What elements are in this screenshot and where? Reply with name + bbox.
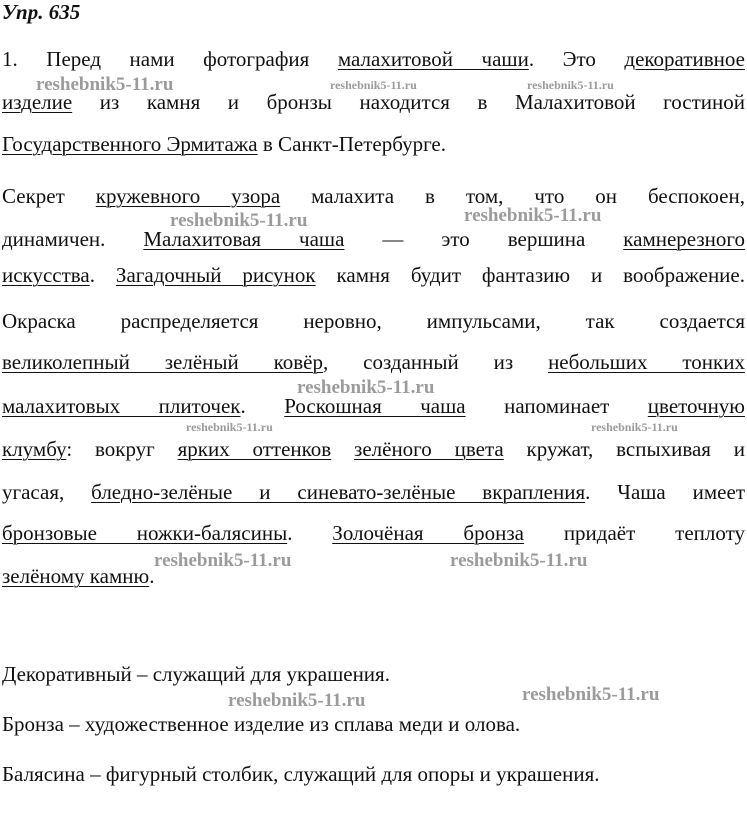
watermark: reshebnik5-11.ru — [228, 690, 366, 711]
underlined-phrase: Загадочный рисунок — [115, 263, 316, 287]
underlined-phrase: ярких оттенков — [177, 437, 332, 461]
watermark: reshebnik5-11.ru — [36, 74, 174, 95]
underlined-phrase: великолепный зелёный ковёр — [2, 350, 323, 374]
underlined-phrase: бронзовые ножки-балясины — [2, 521, 288, 545]
underlined-phrase: Золочёная бронза — [332, 521, 524, 545]
paragraph-2-line-4: Окраска распределяется неровно, импульсами, так создается — [2, 309, 745, 333]
watermark: reshebnik5-11.ru — [464, 205, 602, 226]
paragraph-2-line-9: бронзовые ножки-балясины. Золочёная бронза придаёт теплоту — [2, 521, 745, 545]
definition-1: Декоративный – служащий для украшения. — [2, 662, 390, 686]
definition-3: Балясина – фигурный столбик, служащий для опоры и украшения. — [2, 762, 600, 786]
underlined-phrase: зелёного цвета — [354, 437, 504, 461]
paragraph-2-line-8: угасая, бледно-зелёные и синевато-зелёные вкрапления. Чаша имеет — [2, 480, 745, 504]
watermark: reshebnik5-11.ru — [450, 550, 588, 571]
paragraph-2-line-1: Секрет кружевного узора малахита в том, что он беспокоен, — [2, 184, 745, 208]
underlined-phrase: Роскошная чаша — [284, 394, 466, 418]
paragraph-1-line-2: изделие из камня и бронзы находится в Малахитовой гостиной — [2, 90, 745, 114]
definition-2: Бронза – художественное изделие из сплава меди и олова. — [2, 712, 521, 736]
underlined-phrase: малахитовой чаши — [337, 47, 529, 71]
exercise-heading: Упр. 635 — [2, 0, 81, 24]
underlined-phrase: цветочную — [647, 394, 745, 418]
watermark: reshebnik5-11.ru — [154, 550, 292, 571]
watermark: reshebnik5-11.ru — [522, 684, 660, 705]
paragraph-2-line-7: клумбу: вокруг ярких оттенков зелёного цвета кружат, вспыхивая и — [2, 437, 745, 461]
paragraph-2-line-3: искусства. Загадочный рисунок камня будит фантазию и воображение. — [2, 263, 745, 287]
paragraph-2-line-10: зелёному камню. — [2, 564, 155, 588]
paragraph-1-line-1: 1. Перед нами фотография малахитовой чаши. Это декоративное — [2, 47, 745, 71]
watermark: reshebnik5-11.ru — [330, 78, 417, 92]
underlined-phrase: камнерезного — [623, 227, 746, 251]
underlined-phrase: Государственного Эрмитажа — [2, 132, 258, 156]
underlined-phrase: небольших тонких — [548, 350, 745, 374]
watermark: reshebnik5-11.ru — [527, 78, 614, 92]
underlined-phrase: Малахитовая чаша — [143, 227, 345, 251]
underlined-phrase: зелёному камню — [2, 564, 150, 588]
underlined-phrase: бледно-зелёные и синевато-зелёные вкрапления — [91, 480, 586, 504]
watermark: reshebnik5-11.ru — [297, 377, 435, 398]
underlined-phrase: изделие — [2, 90, 73, 114]
underlined-phrase: декоративное — [624, 47, 745, 71]
paragraph-2-line-2: динамичен. Малахитовая чаша — это вершина камнерезного — [2, 227, 746, 251]
paragraph-2-line-6: малахитовых плиточек. Роскошная чаша напоминает цветочную — [2, 394, 745, 418]
watermark: reshebnik5-11.ru — [591, 420, 678, 434]
underlined-phrase: клумбу — [2, 437, 67, 461]
underlined-phrase: искусства — [2, 263, 90, 287]
underlined-phrase: малахитовых плиточек — [2, 394, 241, 418]
watermark: reshebnik5-11.ru — [186, 420, 273, 434]
paragraph-1-line-3: Государственного Эрмитажа в Санкт-Петербурге. — [2, 132, 446, 156]
watermark: reshebnik5-11.ru — [170, 210, 308, 231]
paragraph-2-line-5: великолепный зелёный ковёр, созданный из небольших тонких — [2, 350, 745, 374]
underlined-phrase: кружевного узора — [95, 184, 281, 208]
